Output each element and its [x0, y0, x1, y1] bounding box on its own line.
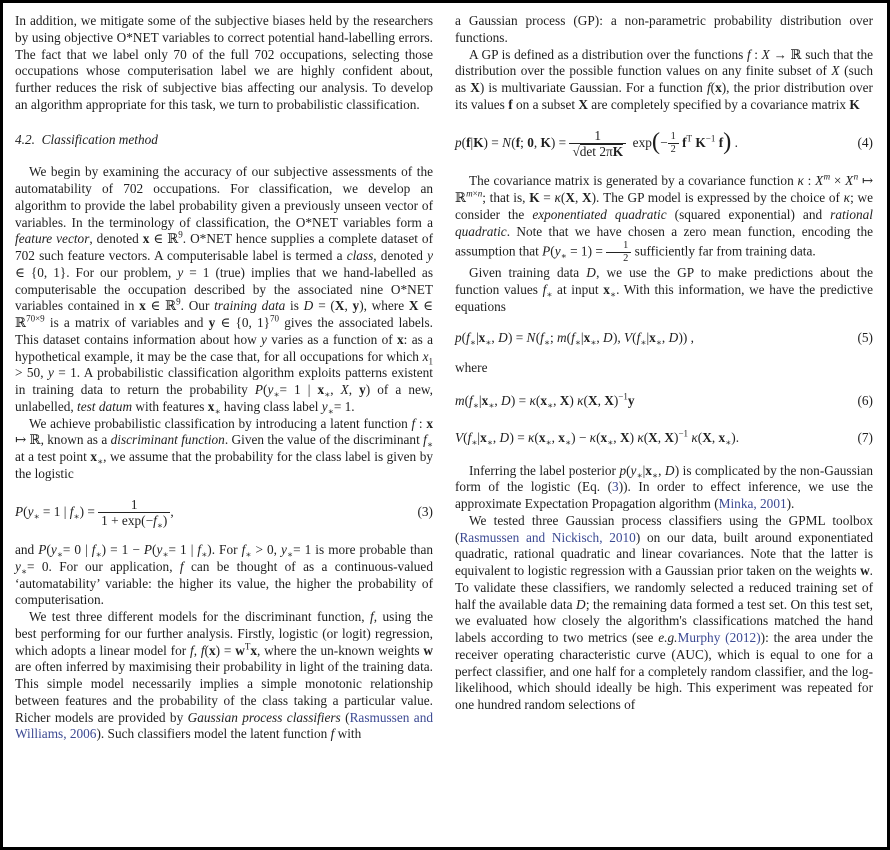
paragraph-three-models: We test three different models for the discriminant function, f, using the best performing for our further analysis. Firstly, logistic (or logit) regression, which adopts a linear model for f, $f(x) = w^Tx$, where the un-known weights w are often inferred by maximising their probability in light of the training data. This simple model necessarily implies a simple monotonic relationship between features and the probability of the class taking a particular value. Richer models are provided by Gaussian process classifiers (Rasmussen and Williams, 2006). Such classifiers model the latent function f with [15, 609, 434, 742]
equation-6 [455, 393, 873, 410]
right-column [455, 13, 873, 837]
paragraph-inference: Inferring the label posterior $p(y_∗|x_∗$, D) is complicated by the non-Gaussian form of the logistic (Eq. (3)). In order to effect inference, we use the approximate Expectation Propagation algorithm (Minka, 2001). [455, 462, 874, 511]
citation-link-rasmussen-nickisch-2010[interactable]: Rasmussen and Nickisch, 2010 [459, 529, 636, 545]
equation-3-number: (3) [417, 503, 433, 519]
citation-link-rasmussen-williams-2006[interactable]: Rasmussen and Williams, 2006 [15, 709, 433, 742]
equation-6-body: $m(f_∗|x_∗$, $D) = \kappa(x_∗$, X) κ(X, X)$^{-1}$y [455, 391, 635, 411]
citation-link-murphy-2012[interactable]: Murphy (2012) [677, 630, 761, 645]
section-heading-4-2: 4.2. Classification method [15, 131, 158, 147]
equation-4-number: (4) [857, 135, 873, 151]
equation-3 [15, 497, 433, 529]
equation-7-body: $V(f_∗|x_∗$, $D) = \kappa(x_∗$, $x_∗) - \kappa(x_∗$, X) κ(X, X)$^{-1}$ κ(X, $x_∗$). [455, 428, 740, 448]
equation-5-body: $p(f_∗|x_∗$, $D) = N(f_∗$; $m(f_∗|x_∗$, D), $V(f_∗|x_∗$, D)) , [455, 329, 694, 348]
equation-3-body: $P(y_∗ = 1$ | $f_∗$) = $\frac{1}{1 + \exp(-f_∗)}$ , [15, 496, 174, 531]
equation-7 [455, 430, 873, 447]
paragraph-gp-continuation: a Gaussian process (GP): a non-parametric probability distribution over functions. [455, 13, 873, 45]
paragraph-latent-function: We achieve probabilistic classification by introducing a latent function f : x ↦ ℝ, known as a discriminant function. Given the value of the discriminant $f_∗$ at a test point $x_∗$, we assume that the probability for the class label is given by the logistic [15, 415, 433, 481]
equation-4 [455, 128, 873, 160]
left-column [15, 13, 433, 837]
equation-5-number: (5) [857, 329, 873, 345]
paragraph-predictions: Given training data D, we use the GP to make predictions about the function values $f_∗$ at input $x_∗$. With this information, we have the predictive equations [455, 265, 874, 314]
paragraph-validation: We tested three Gaussian process classifiers using the GPML toolbox (Rasmussen and Nickisch, 2010) on our data, built around exponentiated quadratic, rational quadratic and linear covariances. Note that the latter is equivalent to logistic regression with a Gaussian prior taken on the weights w. To validate these classifiers, we randomly selected a reduced training set of half the available data D; the remaining data formed a test set. On this test set, we evaluated how closely the algorithm's classifications matched the hand labels according to two metrics (see e.g.Murphy (2012)): the area under the receiver operating characteristic curve (AUC), which is equal to one for a perfect classifier, and one half for a completely random classifier, and the log-likelihood, which should ideally be high. This experiment was repeated for one hundred random selections of [455, 512, 874, 712]
equation-4-body: p(f|K) = N(f; 0, K) = $\frac{1}{√\det 2\pi K}$ exp(− $\frac{1}{2}$ $f^T$ $K^{-1}$ f) . [455, 127, 738, 159]
equation-3-link[interactable]: 3 [612, 479, 619, 495]
paragraph-gp-definition: A GP is defined as a distribution over the functions f : X → ℝ such that the distribution over the possible function values on any finite subset of X (such as X) is multivariate Gaussian. For a function f(x), the prior distribution over its values f on a subset X are completely specified by a covariance matrix K [455, 46, 874, 112]
paragraph-logistic-properties: and $P(y_∗= 0$ | $f_∗) = 1 - P(y_∗= 1$ | $f_∗$). For $f_∗ > 0$, $y_∗= 1$ is more probable than $y_∗= 0$. For our application, f can be thought of as a continuous-valued ‘automatability’ variable: the higher its value, the higher the probability of computerisation. [15, 542, 434, 608]
equation-5 [455, 330, 873, 347]
equation-7-number: (7) [857, 429, 873, 445]
equation-6-number: (6) [857, 393, 873, 408]
paragraph-intro: In addition, we mitigate some of the subjective biases held by the researchers by using objective O*NET variables to correct potential hand-labelling errors. The fact that we label only 70 of the full 702 occupations, selecting those occupations whose computerisation label we are highly confident about, further reduces the risk of subjective bias affecting our analysis. To develop an algorithm appropriate for this task, we turn to probabilistic classification. [15, 13, 433, 112]
paragraph-covariance: The covariance matrix is generated by a covariance function κ : $X^m \times X^n$ ↦ ℝ$^{m\times n}$; that is, K = κ(X, X). The GP model is expressed by the choice of κ; we consider the exponentiated quadratic (squared exponential) and rational quadratic. Note that we have chosen a zero mean function, encoding the assumption that $P(y_∗ = 1)$ = $\frac{1}{2}$ sufficiently far from training data. [455, 171, 874, 265]
where-label: where [455, 360, 488, 376]
paragraph-classification: We begin by examining the accuracy of our subjective assessments of the automatability of 702 occupations. For classification, we develop an algorithm to provide the label probability given a previously unseen vector of variables. In the terminology of classification, the O*NET variables form a feature vector, denoted x ∈ ℝ$^9$. O*NET hence supplies a complete dataset of 702 such feature vectors. A computerisable label is termed a class, denoted y ∈ {0, 1}. For our problem, y = 1 (true) implies that we hand-labelled as computerisable the occupation described by the associated nine O*NET variables contained in x ∈ ℝ$^9$. Our training data is D = (X, y), where X ∈ ℝ$^{70\times 9}$ is a matrix of variables and y ∈ {0, 1}$^{70}$ gives the associated labels. This dataset contains information about how y varies as a function of x: as a hypothetical example, it may be the case that, for all occupations for which $x_1 > 50$, y = 1. A probabilistic classification algorithm exploits patterns existent in training data to return the probability $P(y_∗= 1$ | $x_∗$, X, y) of a new, unlabelled, test datum with features $x_∗$ having class label $y_∗= 1$. [15, 164, 434, 417]
citation-link-minka-2001[interactable]: Minka, 2001 [718, 496, 787, 511]
